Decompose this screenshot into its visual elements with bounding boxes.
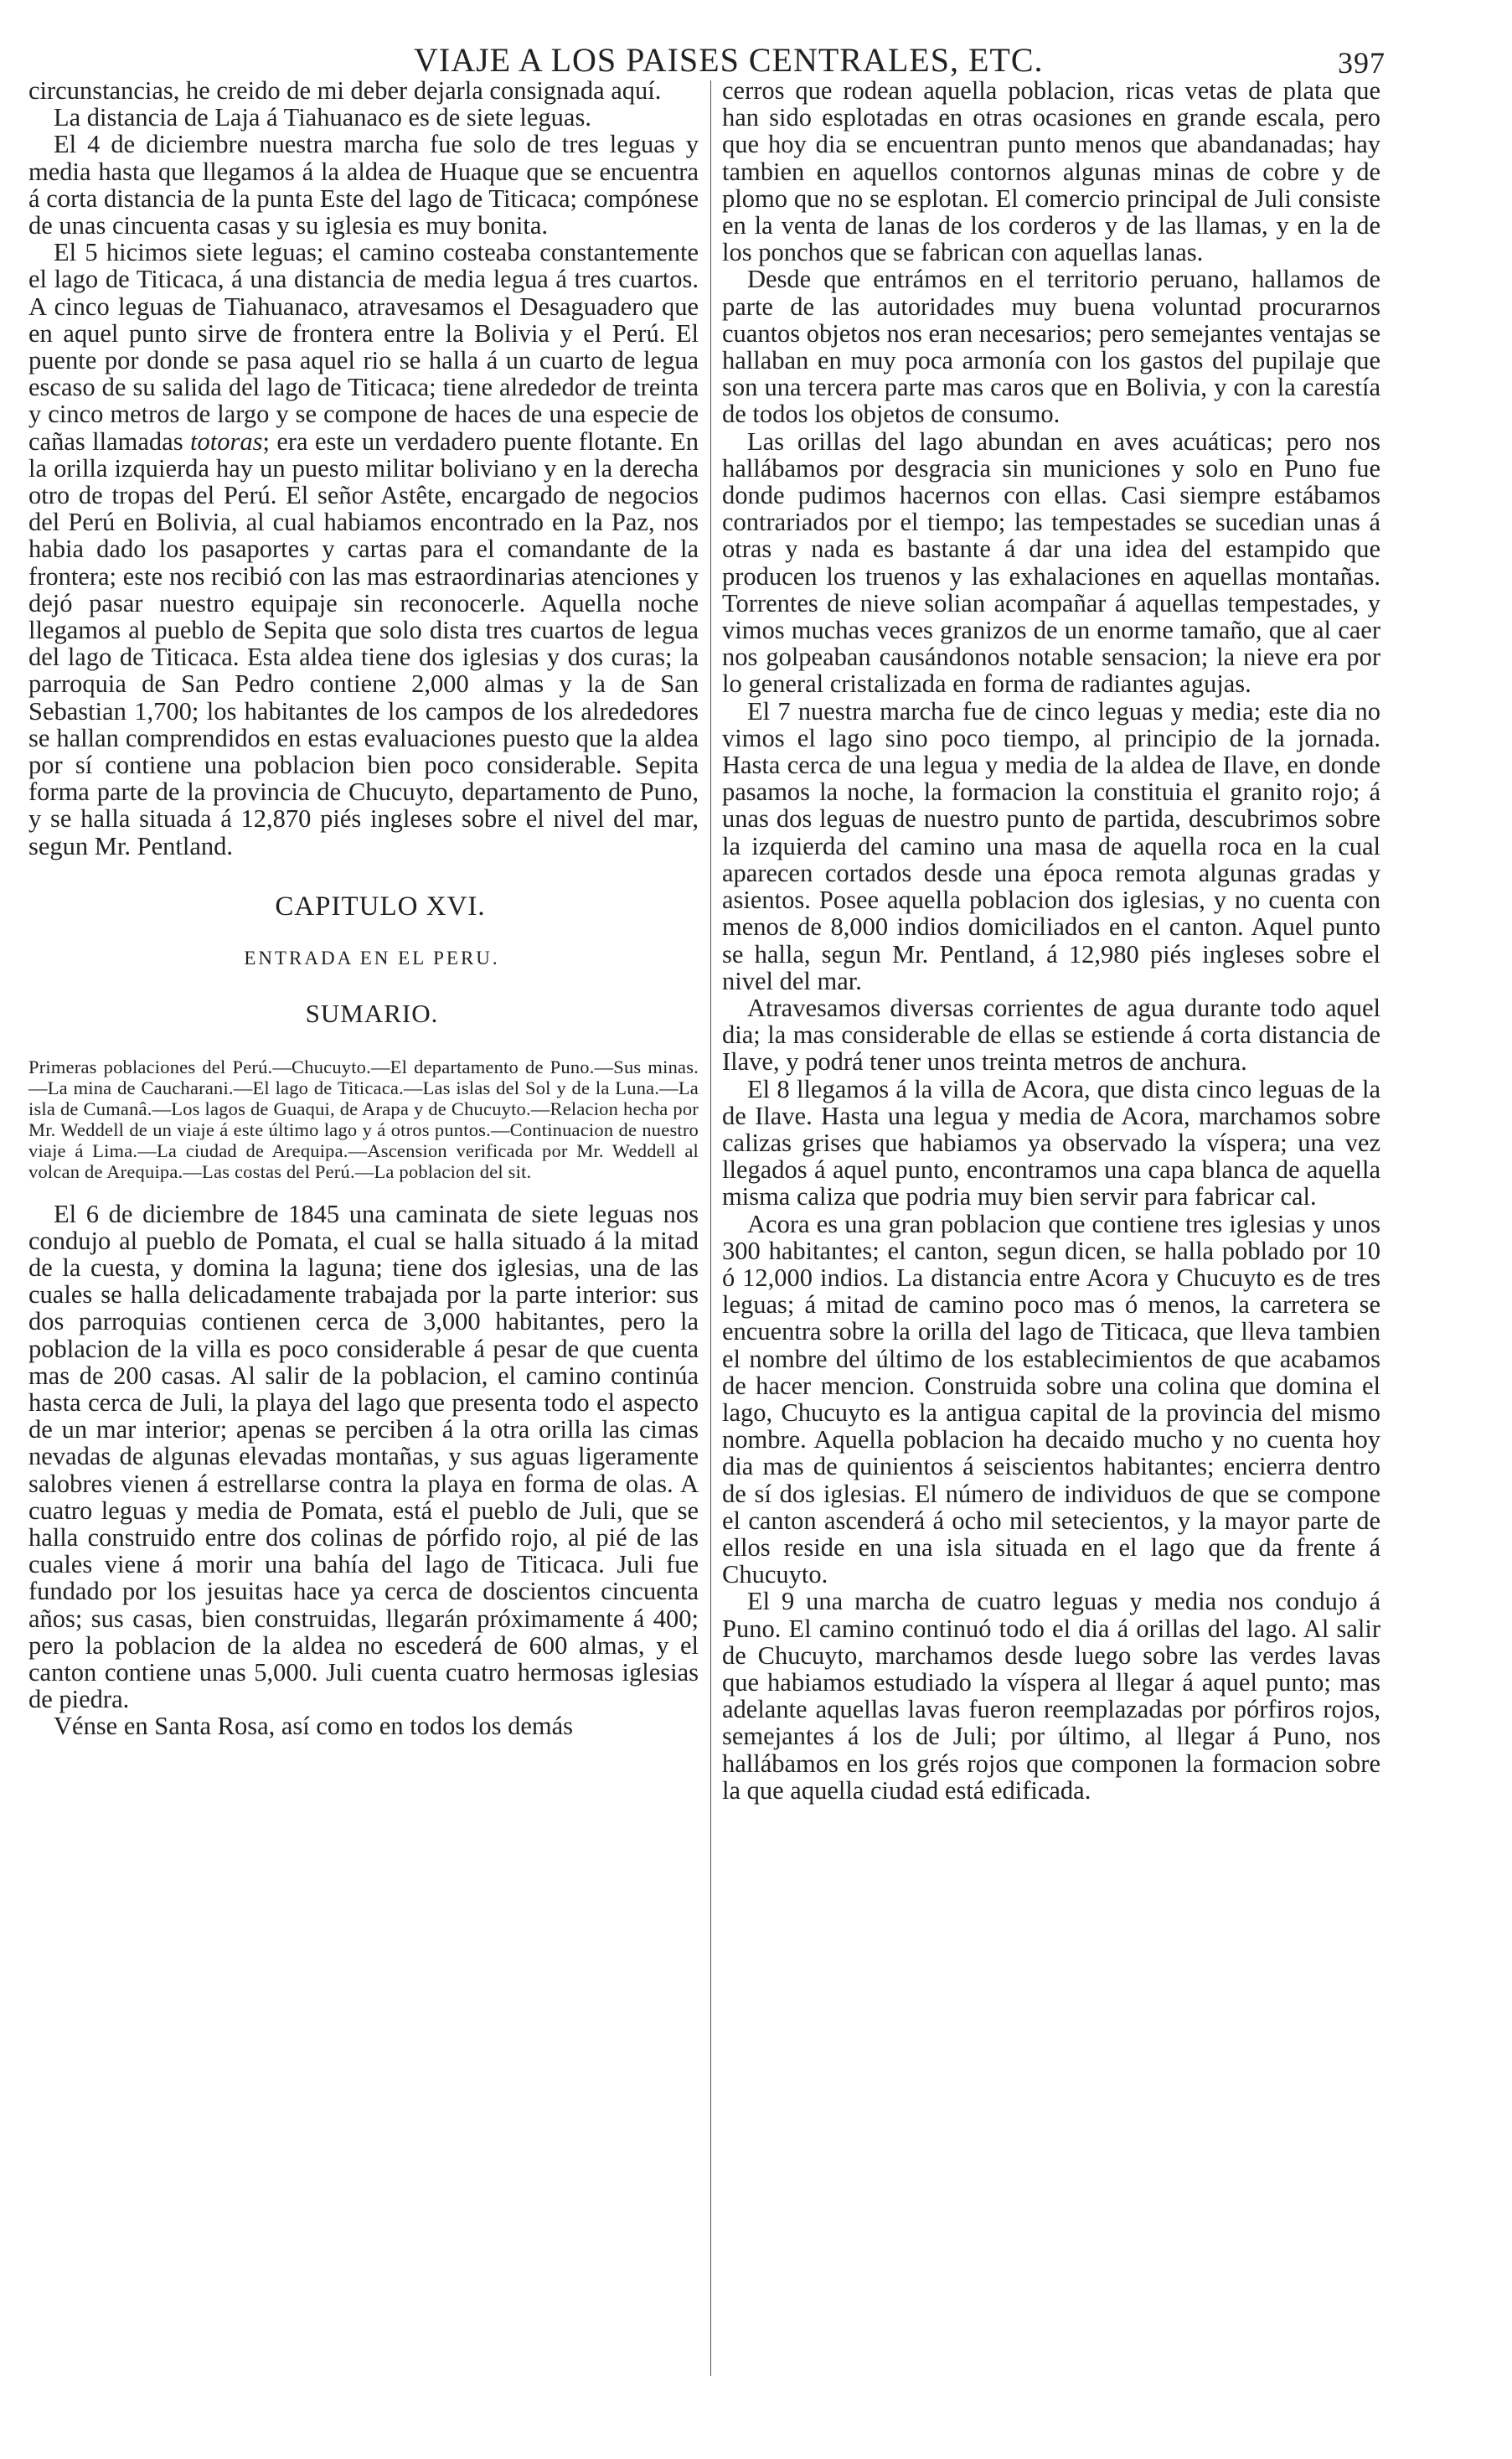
- paragraph-part: ; era este un verdadero puente flotante. En la orilla izquierda hay un puesto militar boliviano y en la derecha otro de tropas del Perú. El señor Astête, encargado de negocios del Perú en Bolivia, al cual habiamos encontrado en la Paz, nos habia dado los pasaportes y cartas para el comandante de la frontera; este nos recibió con las mas estraordinarias atenciones y dejó pasar nuestro equipaje sin reconocerle. Aquella noche llegamos al pueblo de Sepita que solo dista tres cuartos de legua del lago de Titicaca. Esta aldea tiene dos iglesias y dos curas; la parroquia de San Pedro contiene 2,000 almas y la de San Sebastian 1,700; los habitantes de los campos de los alrededores se hallan comprendidos en estas evaluaciones puesto que la aldea por sí contiene una poblacion bien poco considerable. Sepita forma parte de la provincia de Chucuyto, departamento de Puno, y se halla situada á 12,870 piés ingleses sobre el nivel del mar, segun Mr. Pentland.: [28, 426, 699, 860]
- running-title: VIAJE A LOS PAISES CENTRALES, ETC.: [414, 41, 1044, 79]
- page-number: 397: [1338, 46, 1386, 80]
- chapter-subtitle: ENTRADA EN EL PERU.: [244, 948, 500, 969]
- paragraph: Las orillas del lago abundan en aves acuáticas; pero nos hallábamos por desgracia sin municiones y solo en Puno fue donde pudimos hacernos con ellas. Casi siempre estábamos contrariados por el tiempo; las tempestades se sucedian unas á otras y nada es bastante á dar una idea del estampido que producen los truenos y las exhalaciones en aquellas montañas. Torrentes de nieve solian acompañar á aquellas tempestades, y vimos muchas veces granizos de un enorme tamaño, que al caer nos golpeaban causándonos notable sensacion; la nieve era por lo general cristalizada en forma de radiantes agujas.: [722, 426, 1380, 699]
- paragraph: Vénse en Santa Rosa, así como en todos los demás: [54, 1712, 574, 1741]
- paragraph: El 7 nuestra marcha fue de cinco leguas y media; este dia no vimos el lago sino poco tiempo, al principio de la jornada. Hasta cerca de una legua y media de la aldea de Ilave, en donde pasamos la noche, la formacion la constituia el granito rojo; á unas dos leguas de nuestro punto de partida, descubrimos sobre la izquierda del camino una masa de aquella roca en la cual aparecen cortados desde una época remota algunas gradas y asientos. Posee aquella poblacion dos iglesias, y no cuenta con menos de 8,000 indios domiciliados en el canton. Aquel punto se halla, segun Mr. Pentland, á 12,980 piés ingleses sobre el nivel del mar.: [722, 696, 1380, 995]
- paragraph: El 9 una marcha de cuatro leguas y media nos condujo á Puno. El camino continuó todo el dia á orillas del lago. Al salir de Chucuyto, marchamos desde luego sobre las verdes lavas que habiamos estudiado la víspera al llegar á aquel punto; mas adelante aquellas lavas fueron reemplazadas por pórfiros rojos, semejantes á los de Juli; por último, al llegar á Puno, nos hallábamos en los grés rojos que componen la formacion sobre la que aquella ciudad está edificada.: [722, 1587, 1380, 1805]
- paragraph: El 8 llegamos á la villa de Acora, que dista cinco leguas de la de Ilave. Hasta una legua y media de Acora, marchamos sobre calizas grises que habiamos ya observado la víspera; una vez llegados á aquel punto, encontramos una capa blanca de aquella misma caliza que podria muy bien servir para fabricar cal.: [722, 1074, 1380, 1211]
- paragraph: Acora es una gran poblacion que contiene tres iglesias y unos 300 habitantes; el canton, segun dicen, se halla poblado por 10 ó 12,000 indios. La distancia entre Acora y Chucuyto es de tres leguas; á mitad de camino poco mas ó menos, la carretera se encuentra sobre la orilla del lago de Titicaca, que lleva tambien el nombre del último de los establecimientos de que acabamos de hacer mencion. Construida sobre una colina que domina el lago, Chucuyto es la antigua capital de la provincia del mismo nombre. Aquella poblacion ha decaido mucho y no cuenta hoy dia mas de quinientos á seiscientos habitantes; encierra dentro de sí dos iglesias. El número de individuos de que se compone el canton ascenderá á ocho mil setecientos, y la mayor parte de ellos reside en una isla situada en el lago que da frente á Chucuyto.: [722, 1209, 1380, 1589]
- chapter-title: CAPITULO XVI.: [275, 891, 486, 922]
- paragraph: La distancia de Laja á Tiahuanaco es de siete leguas.: [54, 103, 591, 132]
- column-divider: [710, 80, 711, 2376]
- italic-term: totoras: [190, 426, 263, 456]
- left-column: [28, 77, 699, 1740]
- sumario-title: SUMARIO.: [305, 999, 439, 1029]
- sumario-text: Primeras poblaciones del Perú.—Chucuyto.—El departamento de Puno.—Sus minas.—La mina de Caucharani.—El lago de Titicaca.—Las islas del Sol y de la Luna.—La isla de Cumanâ.—Los lagos de Guaqui, de Arapa y de Chucuyto.—Relacion hecha por Mr. Weddell de un viaje á este último lago y á otros puntos.—Continuacion de nuestro viaje á Lima.—La ciudad de Arequipa.—Ascension verificada por Mr. Weddell al volcan de Arequipa.—Las costas del Perú.—La poblacion del sit.: [28, 1056, 699, 1182]
- paragraph: Desde que entrámos en el territorio peruano, hallamos de parte de las autoridades muy buena voluntad procurarnos cuantos objetos nos eran necesarios; pero semejantes ventajas se hallaban en muy poca armonía con los gastos del pupilaje que son una tercera parte mas caros que en Bolivia, y con la carestía de todos los objetos de consumo.: [722, 265, 1380, 429]
- paragraph: El 4 de diciembre nuestra marcha fue solo de tres leguas y media hasta que llegamos á la aldea de Huaque que se encuentra á corta distancia de la punta Este del lago de Titicaca; compónese de unas cincuenta casas y su iglesia es muy bonita.: [28, 130, 699, 240]
- paragraph-part: El 5 hicimos siete leguas; el camino costeaba constantemente el lago de Titicaca, á una distancia de media legua á tres cuartos. A cinco leguas de Tiahuanaco, atravesamos el Desaguadero que en aquel punto sirve de frontera entre la Bolivia y el Perú. El puente por donde se pasa aquel rio se halla á un cuarto de legua escaso de su salida del lago de Titicaca; tiene alrededor de treinta y cinco metros de largo y se compone de haces de una especie de cañas llamadas: [28, 238, 699, 456]
- right-column: [722, 77, 1380, 1804]
- paragraph: circunstancias, he creido de mi deber dejarla consignada aquí.: [28, 76, 662, 105]
- paragraph-with-italic: [28, 239, 699, 860]
- paragraph: El 6 de diciembre de 1845 una caminata de siete leguas nos condujo al pueblo de Pomata, el cual se halla situado á la mitad de la cuesta, y domina la laguna; tiene dos iglesias, una de las cuales se halla delicadamente trabajada por la parte interior: sus dos parroquias contienen cerca de 3,000 habitantes, pero la poblacion de la villa es poco considerable á pesar de que cuenta mas de 200 casas. Al salir de la poblacion, el camino continúa hasta cerca de Juli, la playa del lago que presenta todo el aspecto de un mar interior; apenas se perciben á la otra orilla las cimas nevadas de algunas elevadas montañas, y sus aguas ligeramente salobres vienen á estrellarse contra la playa en forma de olas. A cuatro leguas y media de Pomata, está el pueblo de Juli, que se halla construido entre dos colinas de pórfido rojo, al pié de las cuales viene á morir una bahía del lago de Titicaca. Juli fue fundado por los jesuitas hace ya cerca de doscientos cincuenta años; sus casas, bien construidas, llegarán próximamente á 400; pero la poblacion de la aldea no escederá de 600 almas, y el canton contiene unas 5,000. Juli cuenta cuatro hermosas iglesias de piedra.: [28, 1199, 699, 1714]
- paragraph: cerros que rodean aquella poblacion, ricas vetas de plata que han sido esplotadas en otras ocasiones en grande escala, pero que hoy dia se encuentran punto menos que abandanadas; hay tambien en aquellos contornos algunas minas de cobre y de plomo que no se esplotan. El comercio principal de Juli consiste en la venta de lanas de los corderos y de las llamas, y en la de los ponchos que se fabrican con aquellas lanas.: [722, 76, 1380, 267]
- paragraph: Atravesamos diversas corrientes de agua durante todo aquel dia; la mas considerable de ellas se estiende á corta distancia de Ilave, y podrá tener unos treinta metros de anchura.: [722, 993, 1380, 1077]
